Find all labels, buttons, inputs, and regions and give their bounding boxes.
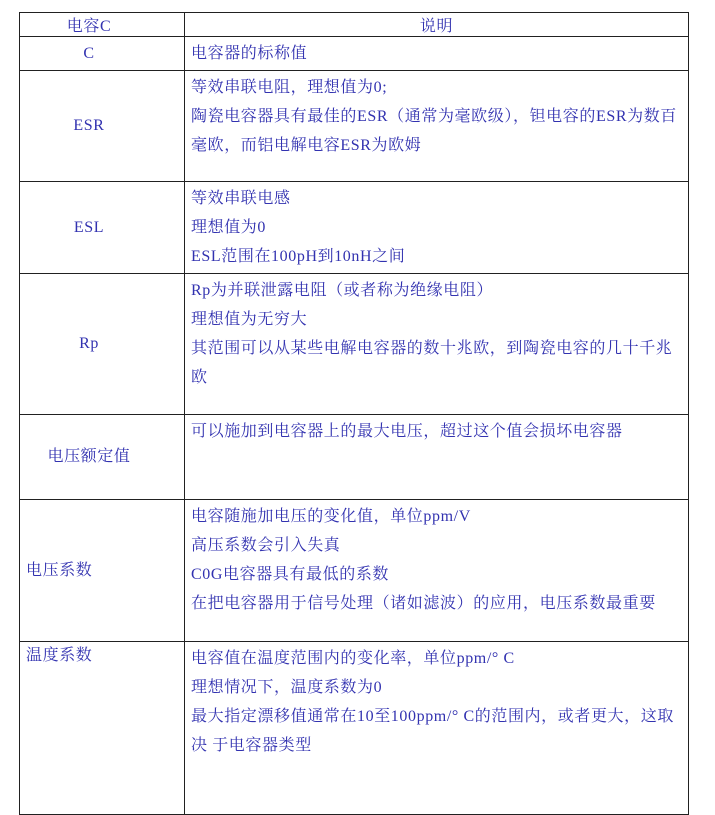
description-line: 其范围可以从某些电解电容器的数十兆欧，到陶瓷电容的几十千兆欧 (191, 340, 673, 386)
param-label-esr: ESR (20, 71, 185, 182)
description-line: 理想值为无穷大 (191, 311, 308, 328)
param-description-esl (185, 182, 689, 274)
param-description-temperature-coefficient (185, 642, 689, 815)
description-line: 电容器的标称值 (191, 45, 308, 62)
description-line: 陶瓷电容器具有最佳的ESR（通常为毫欧级），钽电容的ESR为数百毫欧，而铝电解电容ESR为欧姆 (191, 108, 677, 154)
capacitor-properties-table (19, 12, 689, 815)
description-line: C0G电容器具有最低的系数 (191, 566, 390, 583)
param-description-voltage-coefficient (185, 500, 689, 642)
description-line: 电容随施加电压的变化值，单位ppm/V (191, 508, 471, 525)
header-description: 说明 (185, 13, 689, 37)
table-row-esl (20, 182, 689, 274)
description-line: 最大指定漂移值通常在10至100ppm/° C的范围内，或者更大，这取决 于电容器类型 (191, 708, 674, 754)
description-line: 可以施加到电容器上的最大电压，超过这个值会损坏电容器 (191, 423, 623, 440)
description-line: 等效串联电阻，理想值为0; (191, 79, 388, 96)
param-label-c: C (20, 37, 185, 71)
param-label-voltage-rating: 电压额定值 (20, 415, 185, 500)
param-description-voltage-rating (185, 415, 689, 500)
table-row-esr (20, 71, 689, 182)
param-description-rp (185, 274, 689, 415)
description-line: Rp为并联泄露电阻（或者称为绝缘电阻） (191, 282, 494, 299)
param-description-c (185, 37, 689, 71)
param-label-voltage-coefficient: 电压系数 (20, 500, 185, 642)
param-label-rp: Rp (20, 274, 185, 415)
param-label-temperature-coefficient: 温度系数 (20, 642, 185, 815)
description-line: 电容值在温度范围内的变化率，单位ppm/° C (191, 650, 515, 667)
description-line: 等效串联电感 (191, 190, 291, 207)
table-row-temperature-coefficient (20, 642, 689, 815)
table-row-c (20, 37, 689, 71)
header-capacitance: 电容C (20, 13, 185, 37)
table-row-voltage-rating (20, 415, 689, 500)
table-row-rp (20, 274, 689, 415)
param-label-esl: ESL (20, 182, 185, 274)
description-line: 在把电容器用于信号处理（诸如滤波）的应用，电压系数最重要 (191, 595, 656, 612)
description-line: 理想情况下，温度系数为0 (191, 679, 383, 696)
table-row-voltage-coefficient (20, 500, 689, 642)
description-line: 高压系数会引入失真 (191, 537, 341, 554)
table-header-row (20, 13, 689, 37)
description-line: 理想值为0 (191, 219, 267, 236)
param-description-esr (185, 71, 689, 182)
description-line: ESL范围在100pH到10nH之间 (191, 248, 406, 265)
